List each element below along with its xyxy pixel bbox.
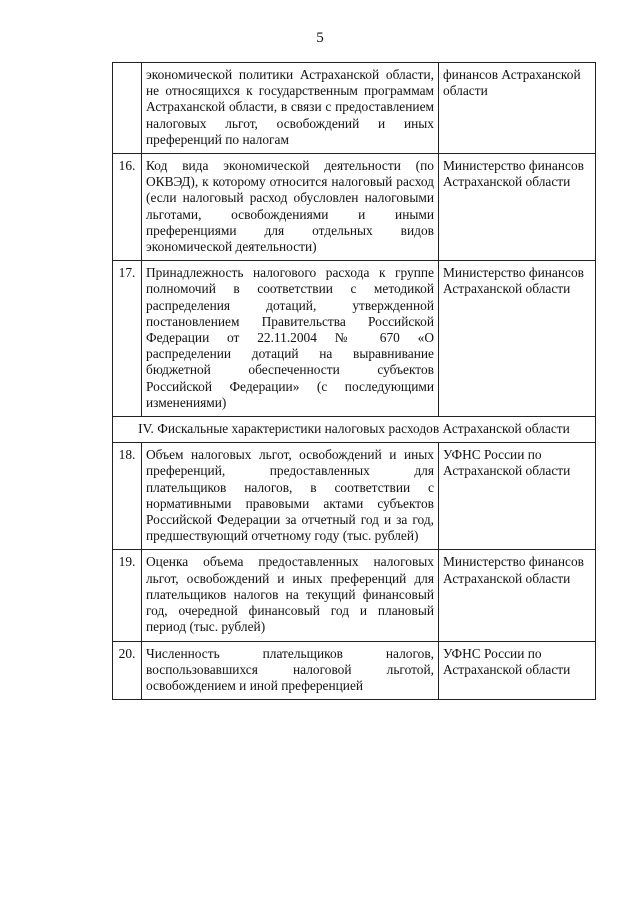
row-description: Код вида экономической деятельности (по ОКВЭД), к которому относится налоговый расход (если налоговый расход обусловлен налоговыми льготами, освобождениями и иными преференциями для отдельных видов экономической деятельности): [142, 154, 439, 261]
row-responsible: Министерство финансов Астраханской области: [439, 261, 596, 417]
row-description: Объем налоговых льгот, освобождений и иных преференций, предоставленных для плательщиков налогов, в соответствии с нормативными правовыми актами субъектов Российской Федерации за отчетный год и за год, предшествующий отчетному году (тыс. рублей): [142, 443, 439, 550]
row-responsible: УФНС России по Астраханской области: [439, 641, 596, 700]
table-row: [113, 641, 596, 700]
row-description: Численность плательщиков налогов, воспользовавшихся налоговой льготой, освобождением и иной преференцией: [142, 641, 439, 700]
tax-expenditure-table: [112, 62, 596, 700]
table-row: [113, 154, 596, 261]
section-heading: IV. Фискальные характеристики налоговых расходов Астраханской области: [113, 417, 596, 443]
row-number: 19.: [113, 550, 142, 641]
row-number: 16.: [113, 154, 142, 261]
row-number: 18.: [113, 443, 142, 550]
row-description: Оценка объема предоставленных налоговых льгот, освобождений и иных преференций для плательщиков налогов на текущий финансовый год, очередной финансовый год и плановый период (тыс. рублей): [142, 550, 439, 641]
table-row: [113, 63, 596, 154]
table-row: [113, 443, 596, 550]
row-responsible: УФНС России по Астраханской области: [439, 443, 596, 550]
table-row: [113, 550, 596, 641]
row-number: [113, 63, 142, 154]
row-description: экономической политики Астраханской области, не относящихся к государственным программам Астраханской области, в связи с предоставлением налоговых льгот, освобождений и иных преференций по налогам: [142, 63, 439, 154]
row-number: 17.: [113, 261, 142, 417]
row-number: 20.: [113, 641, 142, 700]
row-responsible: Министерство финансов Астраханской области: [439, 550, 596, 641]
section-heading-row: [113, 417, 596, 443]
row-description: Принадлежность налогового расхода к группе полномочий в соответствии с методикой распределения дотаций, утвержденной постановлением Правительства Российской Федерации от 22.11.2004 № 670 «О распределении дотаций на выравнивание бюджетной обеспеченности субъектов Российской Федерации» (с последующими изменениями): [142, 261, 439, 417]
row-responsible: финансов Астраханской области: [439, 63, 596, 154]
table-row: [113, 261, 596, 417]
page-number: 5: [316, 30, 324, 46]
row-responsible: Министерство финансов Астраханской области: [439, 154, 596, 261]
